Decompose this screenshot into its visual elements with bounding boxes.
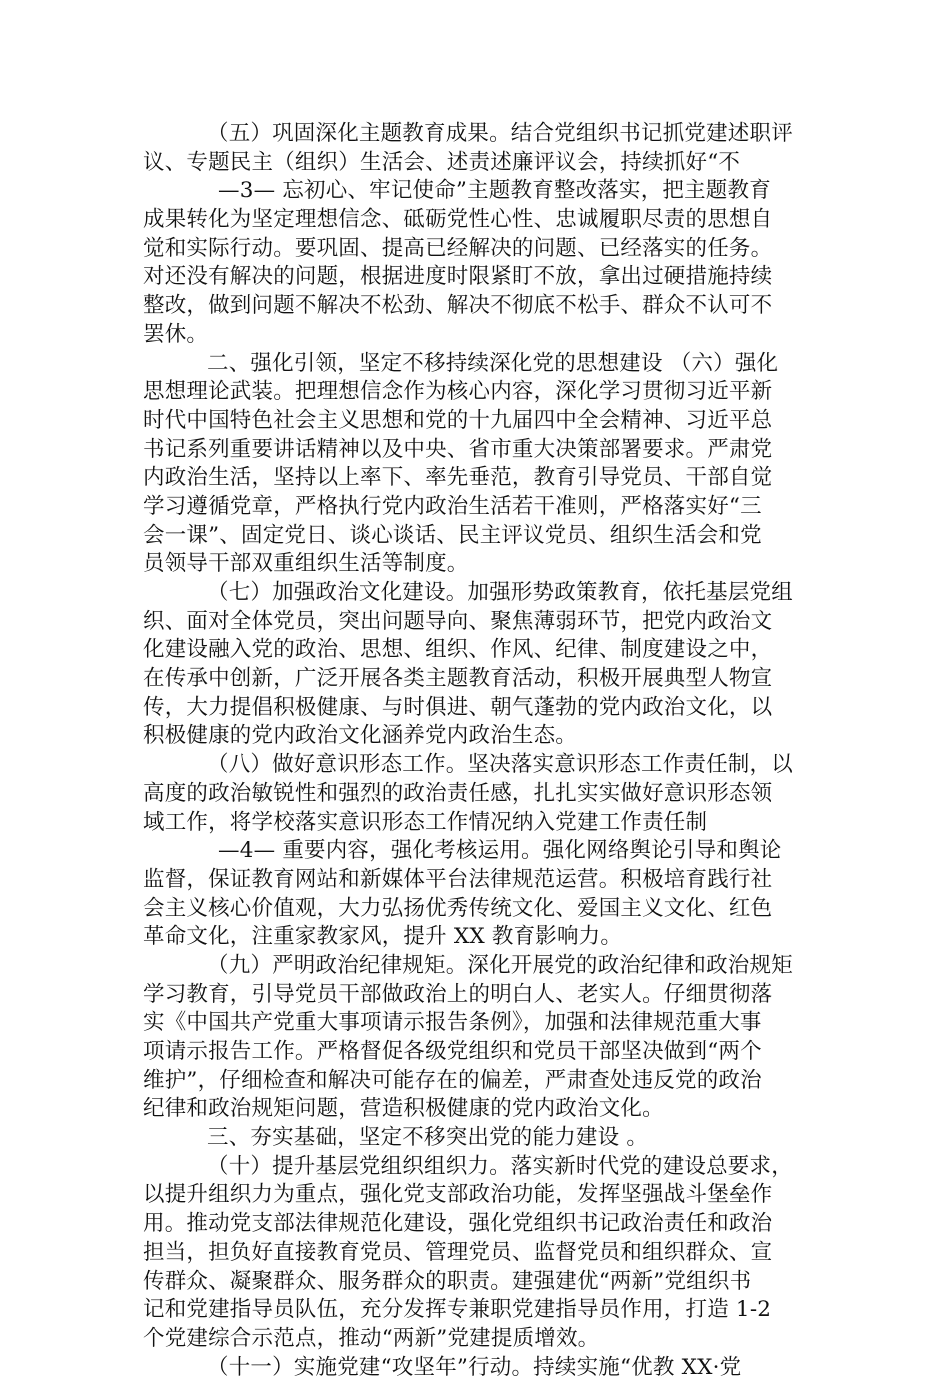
paragraph-line: 书记系列重要讲话精神以及中央、省市重大决策部署要求。严肃党: [143, 436, 773, 462]
paragraph-line: 觉和实际行动。要巩固、提高已经解决的问题、已经落实的任务。: [143, 235, 773, 261]
paragraph-line: 传群众、凝聚群众、服务群众的职责。建强建优“两新”党组织书: [143, 1268, 752, 1294]
document-body: [143, 120, 813, 1382]
paragraph-line: 项请示报告工作。严格督促各级党组织和党员干部坚决做到“两个: [143, 1039, 762, 1064]
paragraph-line: （八）做好意识形态工作。坚决落实意识形态工作责任制，以: [207, 752, 793, 778]
paragraph-line: 域工作，将学校落实意识形态工作情况纳入党建工作责任制: [143, 809, 708, 835]
paragraph-line: 成果转化为坚定理想信念、砥砺党性心性、忠诚履职尽责的思想自: [143, 207, 773, 233]
paragraph-line: 纪律和政治规矩问题，营造积极健康的党内政治文化。: [143, 1096, 664, 1122]
paragraph-line: 在传承中创新，广泛开展各类主题教育活动，积极开展典型人物宣: [143, 666, 773, 692]
section-heading: 三、夯实基础，坚定不移突出党的能力建设 。: [207, 1125, 649, 1151]
paragraph-line: 监督，保证教育网站和新媒体平台法律规范运营。积极培育践行社: [143, 866, 773, 892]
paragraph-line: 罢休。: [143, 321, 209, 347]
paragraph-line: 学习遵循党章，严格执行党内政治生活若干准则，严格落实好“三: [143, 493, 762, 519]
page-number-line: —4— 重要内容，强化考核运用。强化网络舆论引导和舆论: [218, 838, 782, 864]
paragraph-line: 内政治生活，坚持以上率下、率先垂范，教育引导党员、干部自觉: [143, 465, 773, 491]
paragraph-line: 传，大力提倡积极健康、与时俱进、朝气蓬勃的党内政治文化，以: [143, 694, 773, 720]
paragraph-line: 个党建综合示范点，推动“两新”党建提质增效。: [143, 1325, 600, 1351]
section-heading: 二、强化引领，坚定不移持续深化党的思想建设 （六）强化: [207, 350, 779, 376]
paragraph-line: 时代中国特色社会主义思想和党的十九届四中全会精神、习近平总: [143, 407, 773, 433]
paragraph-line: 织、面对全体党员，突出问题导向、聚焦薄弱环节，把党内政治文: [143, 608, 773, 634]
paragraph-line: 员领导干部双重组织生活等制度。: [143, 551, 469, 577]
paragraph-line: （九）严明政治纪律规矩。深化开展党的政治纪律和政治规矩: [207, 952, 793, 978]
paragraph-line: 会主义核心价值观，大力弘扬优秀传统文化、爱国主义文化、红色: [143, 895, 773, 921]
paragraph-line: 高度的政治敏锐性和强烈的政治责任感，扎扎实实做好意识形态领: [143, 780, 773, 806]
paragraph-line: 革命文化，注重家教家风，提升 XX 教育影响力。: [143, 924, 623, 950]
paragraph-line: （十一）实施党建“攻坚年”行动。持续实施“优教 XX·党: [207, 1354, 742, 1380]
paragraph-line: 整改，做到问题不解决不松劲、解决不彻底不松手、群众不认可不: [143, 293, 773, 319]
paragraph-line: 实《中国共产党重大事项请示报告条例》，加强和法律规范重大事: [143, 1010, 762, 1036]
paragraph-line: 学习教育，引导党员干部做政治上的明白人、老实人。仔细贯彻落: [143, 981, 773, 1007]
paragraph-line: （七）加强政治文化建设。加强形势政策教育，依托基层党组: [207, 580, 793, 605]
paragraph-line: 化建设融入党的政治、思想、组织、作风、纪律、制度建设之中，: [143, 637, 773, 663]
paragraph-line: 维护”，仔细检查和解决可能存在的偏差，严肃查处违反党的政治: [143, 1067, 762, 1093]
paragraph-line: （十）提升基层党组织组织力。落实新时代党的建设总要求，: [207, 1153, 793, 1179]
paragraph-line: 积极健康的党内政治文化涵养党内政治生态。: [143, 723, 578, 749]
paragraph-line: 思想理论武装。把理想信念作为核心内容，深化学习贯彻习近平新: [143, 379, 773, 405]
paragraph-line: 担当，担负好直接教育党员、管理党员、监督党员和组织群众、宣: [143, 1239, 773, 1265]
page-number-line: —3— 忘初心、牢记使命”主题教育整改落实，把主题教育: [218, 178, 771, 204]
paragraph-line: （五）巩固深化主题教育成果。结合党组织书记抓党建述职评: [207, 121, 793, 146]
paragraph-line: 会一课”、固定党日、谈心谈话、民主评议党员、组织生活会和党: [143, 522, 762, 548]
paragraph-line: 记和党建指导员队伍，充分发挥专兼职党建指导员作用，打造 1-2: [143, 1297, 772, 1323]
paragraph-line: 对还没有解决的问题，根据进度时限紧盯不放，拿出过硬措施持续: [143, 264, 773, 290]
paragraph-line: 用。推动党支部法律规范化建设，强化党组织书记政治责任和政治: [143, 1211, 773, 1237]
paragraph-line: 议、专题民主（组织）生活会、述责述廉评议会，持续抓好“不: [143, 149, 741, 175]
paragraph-line: 以提升组织力为重点，强化党支部政治功能，发挥坚强战斗堡垒作: [143, 1182, 773, 1208]
